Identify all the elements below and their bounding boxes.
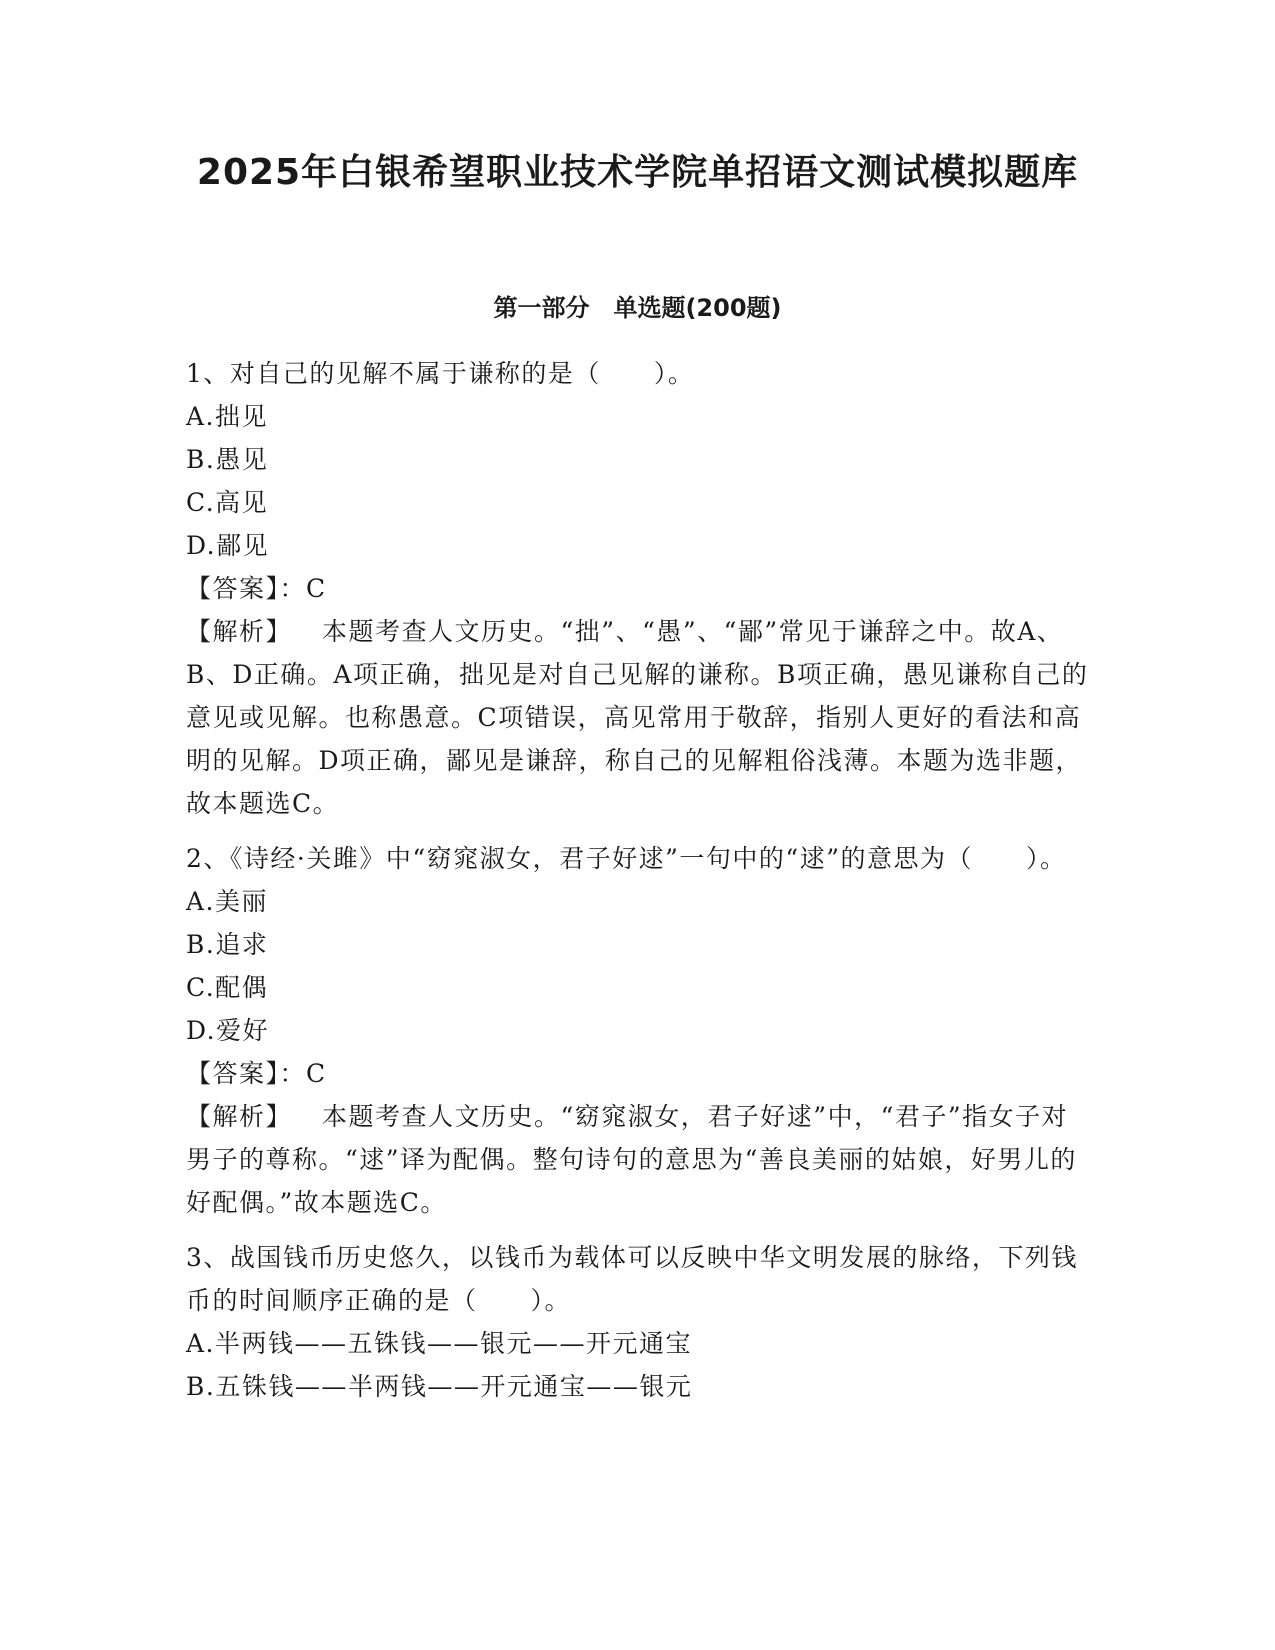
- option-b: B.愚见: [186, 445, 269, 474]
- option-d: D.爱好: [186, 1016, 270, 1045]
- option-b: B.追求: [186, 930, 269, 959]
- answer-line: [186, 1052, 1091, 1095]
- question-item: [186, 352, 1091, 825]
- option-c: C.配偶: [186, 973, 269, 1002]
- analysis-line: [186, 1095, 1091, 1224]
- section-heading: 第一部分 单选题(200题): [493, 294, 782, 322]
- question-stem: 3、战国钱币历史悠久，以钱币为载体可以反映中华文明发展的脉络，下列钱币的时间顺序正确的是（ ）。: [186, 1243, 1078, 1315]
- question-stem: 2、《诗经·关雎》中“窈窕淑女，君子好逑”一句中的“逑”的意思为（ ）。: [186, 844, 1067, 873]
- option-c: C.高见: [186, 488, 269, 517]
- question-item: [186, 837, 1091, 1224]
- analysis-text: 本题考查人文历史。“拙”、“愚”、“鄙”常见于谦辞之中。故A、B、D正确。A项正确，拙见是对自己见解的谦称。B项正确，愚见谦称自己的意见或见解。也称愚意。C项错误，高见常用于敬辞，指别人更好的看法和高明的见解。D项正确，鄙见是谦辞，称自己的见解粗俗浅薄。本题为选非题，故本题选C。: [186, 617, 1089, 818]
- option-d: D.鄙见: [186, 531, 270, 560]
- analysis-label: 【解析】: [186, 1102, 293, 1131]
- answer-line: [186, 567, 1091, 610]
- option-b: B.五铢钱——半两钱——开元通宝——银元: [186, 1372, 693, 1401]
- analysis-text: 本题考查人文历史。“窈窕淑女，君子好逑”中，“君子”指女子对男子的尊称。“逑”译为配偶。整句诗句的意思为“善良美丽的姑娘，好男儿的好配偶。”故本题选C。: [186, 1102, 1077, 1217]
- question-item: [186, 1236, 1091, 1408]
- answer-label: 【答案】：: [186, 574, 307, 603]
- analysis-label: 【解析】: [186, 617, 293, 646]
- option-a: A.美丽: [186, 887, 269, 916]
- question-stem: 1、对自己的见解不属于谦称的是（ ）。: [186, 359, 695, 388]
- analysis-line: [186, 610, 1091, 825]
- answer-value: C: [306, 574, 327, 603]
- option-a: A.拙见: [186, 402, 269, 431]
- document-title: 2025年白银希望职业技术学院单招语文测试模拟题库: [196, 152, 1079, 193]
- answer-value: C: [306, 1059, 327, 1088]
- option-a: A.半两钱——五铢钱——银元——开元通宝: [186, 1329, 693, 1358]
- answer-label: 【答案】：: [186, 1059, 307, 1088]
- question-list: [186, 352, 1091, 1420]
